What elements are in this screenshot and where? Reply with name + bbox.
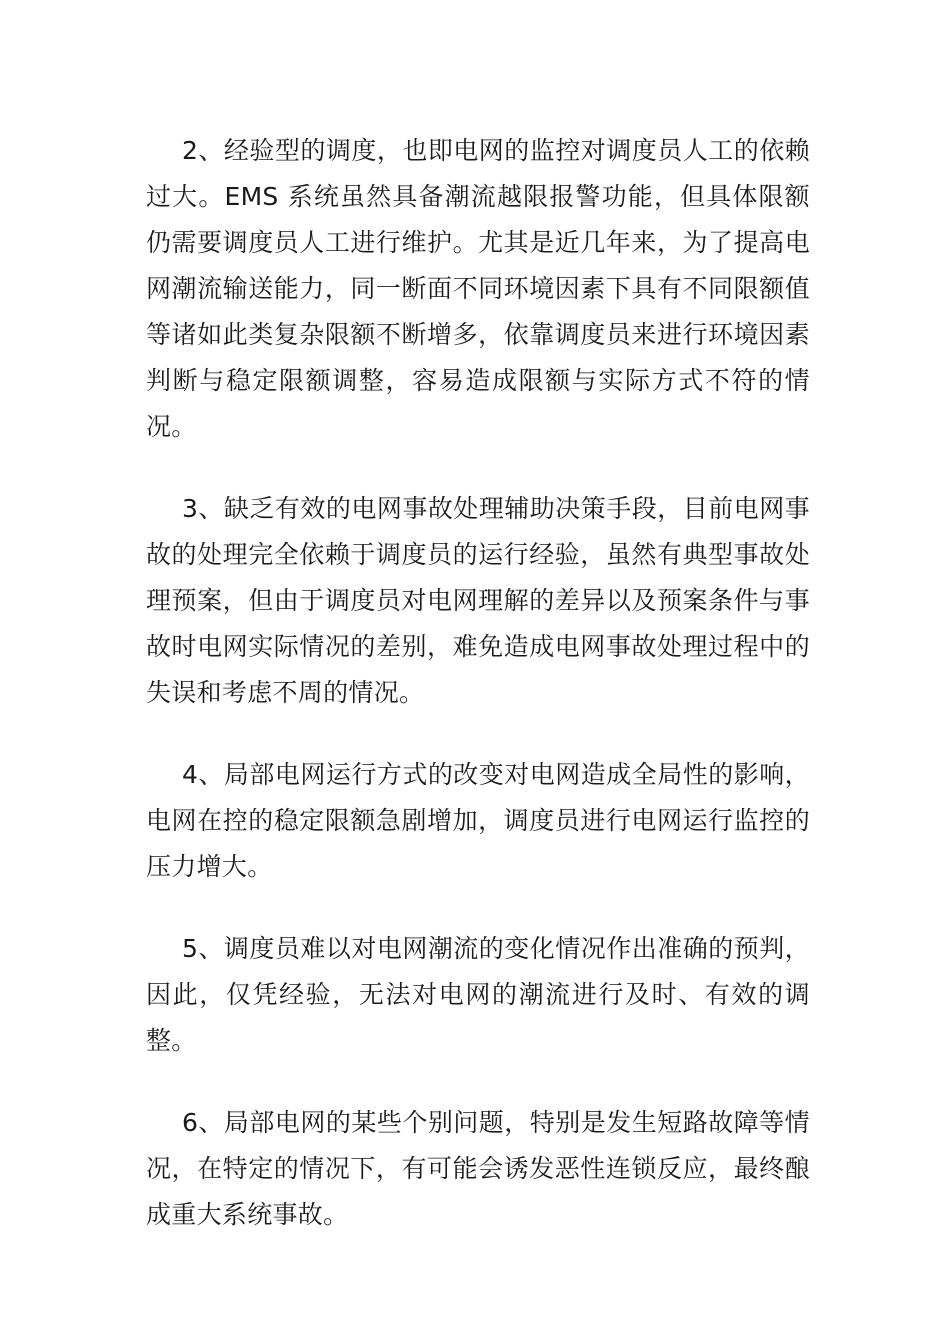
paragraph-item-4: 4、局部电网运行方式的改变对电网造成全局性的影响，电网在控的稳定限额急剧增加，调度员进行电网运行监控的压力增大。 bbox=[146, 760, 810, 881]
paragraph-item-3: 3、缺乏有效的电网事故处理辅助决策手段，目前电网事故的处理完全依赖于调度员的运行经验，虽然有典型事故处理预案，但由于调度员对电网理解的差异以及预案条件与事故时电网实际情况的差别，难免造成电网事故处理过程中的失误和考虑不周的情况。 bbox=[146, 494, 810, 707]
paragraph-item-6: 6、局部电网的某些个别问题，特别是发生短路故障等情况，在特定的情况下，有可能会诱发恶性连锁反应，最终酿成重大系统事故。 bbox=[146, 1108, 810, 1229]
paragraph-item-5: 5、调度员难以对电网潮流的变化情况作出准确的预判，因此，仅凭经验，无法对电网的潮流进行及时、有效的调整。 bbox=[146, 934, 810, 1055]
paragraph-item-2: 2、经验型的调度，也即电网的监控对调度员人工的依赖过大。EMS 系统虽然具备潮流越限报警功能，但具体限额仍需要调度员人工进行维护。尤其是近几年来，为了提高电网潮流输送能力，同一断面不同环境因素下具有不同限额值等诸如此类复杂限额不断增多，依靠调度员来进行环境因素判断与稳定限额调整，容易造成限额与实际方式不符的情况。 bbox=[146, 136, 810, 441]
document-body bbox=[146, 128, 810, 1238]
